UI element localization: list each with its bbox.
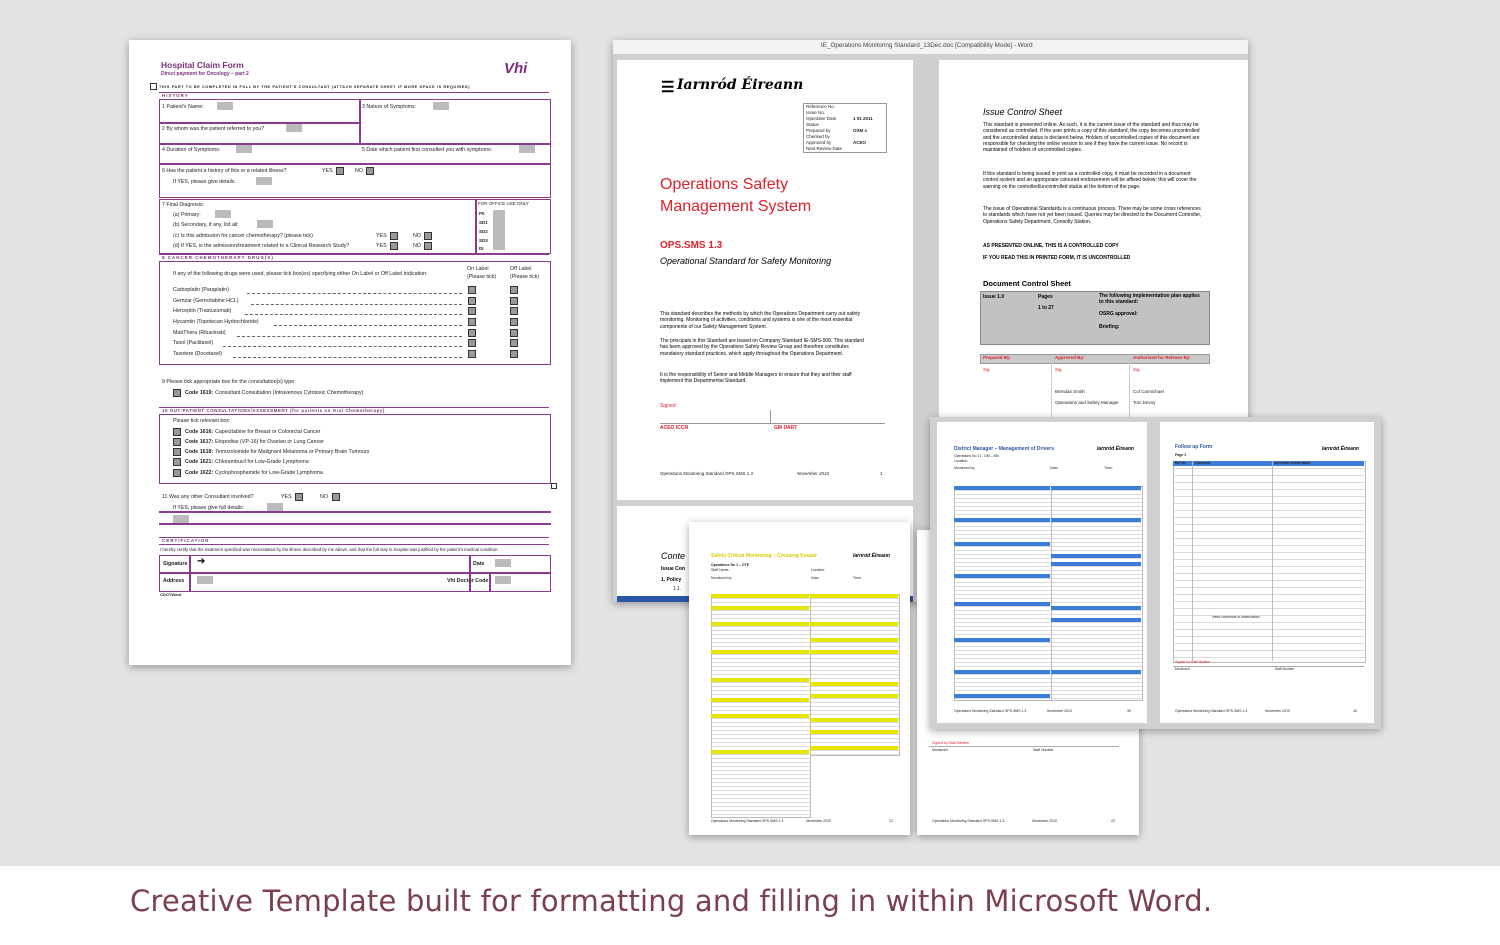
history-details-field[interactable] [256,177,272,185]
q2-referred: 2 By whom was the patient referred to you? [162,126,265,132]
cover-code: OPS.SMS 1.3 [660,240,723,251]
code-4-checkbox[interactable] [173,469,181,477]
drug-6-on-checkbox[interactable] [468,350,476,358]
office-use-label: FOR OFFICE USE ONLY [478,201,529,206]
code-3-checkbox[interactable] [173,458,181,466]
drug-0: Carboplatin (Paraplatin) [173,287,229,293]
chemo-section-header: 8 CANCER CHEMOTHERAPY DRUG(S) [159,254,549,262]
issue-control-page: Issue Control Sheet This standard is presented online. As such, it is the current issue of the standard and thus may be considered as controlled. If the user prints a copy of this standard, the copy becomes uncontrolled and the uncontrolled status is declared below. Holders of uncontrolled copies of this document are responsible for checking the online version to see if they have the current issue. No record is maintained of holders of uncontrolled copies. If this standard is being issued in print as a controlled copy, it must be recorded in a document control system and an appropriate coloured endorsement will be affixed below; this will cover the warning on the controlled/uncontrolled status at the bottom of the page. The issue of Operational Standards is a continuous process. There may be some cross references to standards which have not yet been issued. Queries may be directed to the Document Controller, Operations Safety Department, Connolly Station. AS PRESENTED ONLINE, THIS IS A CONTROLLED COPY IF YOU READ THIS IN PRINTED FORM, IT IS UNCONTROLLED Document Control Sheet Issue 1.0 Pages 1 to 27 The following implementation plan applies to this standard: OSRG approval: Briefing: Prepared By: Approved By: Authorised for Release By: Sig. Sig. Sig. Brendan Smith Operations and Safety Manager Col Carmichael Tom Devoy [939,60,1248,430]
district-logo: Iarnród Éireann [1097,446,1134,452]
outpatient-section-header: 10 OUT-PATIENT CONSULTATIONS/ASSESSMENT (for patients on Oral Chemotherapy) [159,407,549,415]
primary-diagnosis-field[interactable] [215,210,231,218]
document-control-title: Document Control Sheet [983,279,1071,288]
cover-para-2: The principals in this Standard are based on Company Standard IE-SMS-008. This standard has been approved by the Operations Safety Review Group and therefore constitutes mandatory standard practices, which apply throughout the Operations Department. [660,338,864,357]
duration-field[interactable] [236,145,252,153]
drug-5: Taxol (Paclitaxel) [173,340,214,346]
hospital-claim-form-page: Hospital Claim Form Direct payment for Oncology – part 2 Vhi THIS PART TO BE COMPLETED IN FULL BY THE PATIENT'S CONSULTANT (ATTACH SEPARATE SHEET IF MORE SPACE IS REQUIRED) HISTORY 1 Patient's Name: 3 Nature of Symptoms: 2 By whom was the patient referred to you? 4 Duration of Symptoms: 5 Date which patient first consulted you with symptoms: 6 Has the patient a history of this or a related illness? YES NO If YES, please give details. 7 Final Diagnosis: (a) Primary: (b) Secondary, if any, list all: (c) Is this admission for cancer chemotherapy? (please tick) YES NO (d) If YES, is the admission/treatment related to a Clinical Research Study? YES NO FOR OFFICE USE ONLY P0 SD1 SD2 SD3 DI 8 CANCER CHEMOTHERAPY DRUG(S) If any of the following drugs were used, please tick box(es) specifying either On Label or Off Label indication: On Label (Please tick) Off Label (Please tick) Carboplatin (Paraplatin) Gemzar (Gemcitabine HCL) Herceptin (Trastuzumab) Hycamtin (Topotecan Hydrochloride) MabThera (Rituximab) Taxol (Paclitaxel) Taxotere (Docetaxel) 9 Please tick appropriate box for the consultation(s) type: Code 1619: Consultant Consultation (Intravenous Cytotoxic Chemotherapy) 10 OUT-PATIENT CONSULTATIONS/ASSESSMENT (for patients on Oral Chemotherapy) Please tick relevant box: Code 1616: Capecitabine for Breast or Colorectal Cancer Code 1617: Etopodise (VP-16) for Ovarian or Lung Cancer Code 1618: Temozolomide for Malignant Melanoma or Primary Brain Tumours Code 1621: Chlorambucil for Low-Grade Lymphoma Code 1622: Cyclophosphamide for Low-Grade Lymphoma 11 Was any other Consultant involved? YES NO If YES, please give full details: CERTIFICATION I hereby certify that the treatment specified was necessitated by the illness described by me above, and that the full stay in hospital was justified by the patient's medical condition. Signature ➔ Date Address Vhi Doctor Code CDOTWord [129,40,571,665]
word-window-title: IE_Operations Monitoring Standard_13Dec.doc [Compatibility Mode] - Word [821,42,1033,49]
q3-symptoms: 3 Nature of Symptoms: [362,104,417,110]
cover-title-1: Operations Safety [660,176,789,193]
district-manager-page: District Manager – Management of Drivers Iarnród Éireann Operations No 11 - DM – MD Location: Monitored by: Date: Time: Operations Monitoring Standard OPS.SMS 1.3 November 2010 39 [937,422,1147,723]
follow-up-page: Follow up Form Iarnród Éireann Page 2 Ref No Comment Corrective action taken Insert comments or observations Signed by Staff Member Monitored Staff Number Operations Monitoring Standard OPS.SMS 1.3 November 2010 40 [1160,422,1374,723]
first-consulted-field[interactable] [519,145,535,153]
q7d-yes-checkbox[interactable] [390,242,398,250]
drug-3: Hycamtin (Topotecan Hydrochloride) [173,319,259,325]
crossing-title: Safety Critical Monitoring – Crossing Keeper [711,553,818,559]
cover-subtitle: Operational Standard for Safety Monitoring [660,256,832,266]
q4-duration: 4 Duration of Symptoms: [162,147,221,153]
q7c-no-checkbox[interactable] [424,232,432,240]
q7c-yes-checkbox[interactable] [390,232,398,240]
cover-para-3: It is the responsibility of Senior and Middle Managers to ensure that they and their staff implement this Departmental Standard. [660,372,852,385]
office-use-field[interactable] [493,210,505,250]
code-1-checkbox[interactable] [173,438,181,446]
follow-up-logo: Iarnród Éireann [1322,446,1359,452]
drug-6: Taxotere (Docetaxel) [173,351,222,357]
arrow-icon: ➔ [197,556,206,567]
address-field[interactable] [197,576,213,584]
office-code-4: DI [479,246,484,251]
vhi-logo: Vhi [504,60,528,77]
cover-title-2: Management System [660,198,812,215]
two-page-spread [930,417,1381,729]
other-consultant-field-2[interactable] [173,515,189,523]
showcase-caption: Creative Template built for formatting and filling in within Microsoft Word. [130,884,1213,918]
patient-name-field[interactable] [217,102,233,110]
drug-2-off-checkbox[interactable] [510,307,518,315]
drug-5-on-checkbox[interactable] [468,339,476,347]
issue-control-title: Issue Control Sheet [983,107,1063,117]
cover-page: ☰ Iarnród Éireann Reference No. Issue No. Operative Date 1 01 2011 Status Prepared by OSM s Checked by Approved by ACEO Next Review Date Operations Safety Management System OPS.SMS 1.3 Operational Standard for Safety Monitoring This standard describes the methods by which the Operations Department carry out safety monitoring. Monitoring of activities, conditions and systems is one of the most essential components of our Safety Management System. The principals in this Standard are based on Company Standard IE-SMS-008. This standard has been approved by the Operations Safety Review Group and therefore constitutes mandatory standard practices, which apply throughout the Operations Department. It is the responsibility of Senior and Middle Managers to ensure that they and their staff implement this Departmental Standard. Signed: ACEO ICCN GM DART Operations Monitoring Standard OPS.SMS 1.3 November 2010 1 [617,60,913,500]
anchor-icon [150,83,157,90]
drug-1-off-checkbox[interactable] [510,297,518,305]
drug-0-off-checkbox[interactable] [510,286,518,294]
q6-history: 6 Has the patient a history of this or a related illness? [162,168,287,174]
form-title: Hospital Claim Form [161,60,244,70]
q6-details: If YES, please give details. [173,179,236,185]
q1-patient-name: 1 Patient's Name: [162,104,204,110]
crossing-keeper-page: Safety Critical Monitoring – Crossing Keeper Iarnród Éireann Operations No 1 – OTE Staff Name: Location: Monitored by: Date: Time: Operations Monitoring Standard OPS.SMS 1.3 November 2010 21 [689,522,910,835]
drug-3-on-checkbox[interactable] [468,318,476,326]
date-field[interactable] [495,559,511,567]
iarnrod-logo: Iarnród Éireann [677,77,804,93]
drug-0-on-checkbox[interactable] [468,286,476,294]
q6-yes-checkbox[interactable] [336,167,344,175]
code-0-checkbox[interactable] [173,428,181,436]
referred-field[interactable] [286,124,302,132]
office-code-3: SD3 [479,238,488,243]
office-code-0: P0 [479,211,485,216]
drug-4: MabThera (Rituximab) [173,330,226,336]
contents-page: Conte Issue Con 1. Policy 1.1. [617,506,913,602]
certification-header: CERTIFICATION [159,537,549,545]
monitoring-page-22: Signed by Staff Member Monitored Staff Number Operations Monitoring Standard OPS.SMS 1.3 November 2010 22 [917,530,1139,835]
history-section-header: HISTORY [159,92,549,100]
q5-first-consulted: 5 Date which patient first consulted you with symptoms: [362,147,493,153]
drug-5-off-checkbox[interactable] [510,339,518,347]
follow-up-table [1173,461,1366,663]
office-code-1: SD1 [479,220,488,225]
q6-no-checkbox[interactable] [366,167,374,175]
drug-4-on-checkbox[interactable] [468,329,476,337]
code-1619-checkbox[interactable] [173,389,181,397]
form-subtitle: Direct payment for Oncology – part 2 [161,71,249,77]
drug-6-off-checkbox[interactable] [510,350,518,358]
drug-2: Herceptin (Trastuzumab) [173,308,232,314]
page-end-marker [551,483,557,489]
form-instruction: THIS PART TO BE COMPLETED IN FULL BY THE PATIENT'S CONSULTANT (ATTACH SEPARATE SHEET IF MORE SPACE IS REQUIRED) [159,85,471,89]
follow-up-title: Follow up Form [1175,444,1213,450]
drug-1: Gemzar (Gemcitabine HCL) [173,298,239,304]
q11-no-checkbox[interactable] [332,493,340,501]
crossing-logo: Iarnród Éireann [853,553,890,559]
crossing-left-table [711,594,811,818]
drug-3-off-checkbox[interactable] [510,318,518,326]
q11-yes-checkbox[interactable] [295,493,303,501]
symptoms-field[interactable] [433,102,449,110]
cover-para-1: This standard describes the methods by which the Operations Department carry out safety monitoring. Monitoring of activities, conditions and systems is one of the most essential components of our Safety Management System. [660,311,861,330]
office-code-2: SD2 [479,229,488,234]
secondary-diagnosis-field[interactable] [257,220,273,228]
q7d-no-checkbox[interactable] [424,242,432,250]
doctor-code-field[interactable] [495,576,511,584]
other-consultant-field[interactable] [267,503,283,511]
iarnrod-logo-icon: ☰ [661,79,675,96]
drug-1-on-checkbox[interactable] [468,297,476,305]
drug-4-off-checkbox[interactable] [510,329,518,337]
code-2-checkbox[interactable] [173,448,181,456]
district-title: District Manager – Management of Drivers [954,446,1055,452]
drug-2-on-checkbox[interactable] [468,307,476,315]
